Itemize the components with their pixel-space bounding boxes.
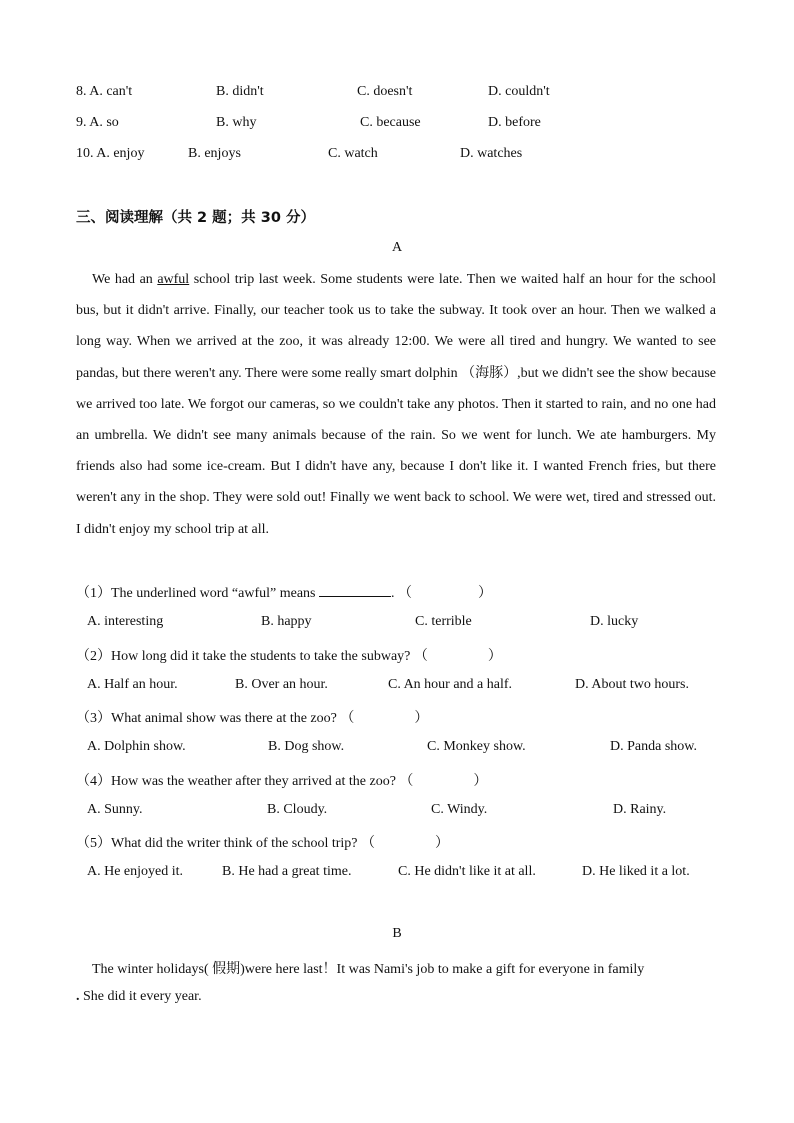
q10-c: C. watch bbox=[328, 146, 378, 161]
question-5: （5）What did the writer think of the school trip? （ ） bbox=[76, 836, 449, 851]
q5-option-c: C. He didn't like it at all. bbox=[398, 864, 536, 879]
question-2: （2）How long did it take the students to take the subway? （ ） bbox=[76, 649, 502, 664]
passage-a-body: We had an awful school trip last week. Some students were late. Then we waited half an hour for the school bus, but it didn't arrive. Finally, our teacher took us to take the subway. It took over an hour. Then we walked a long way. When we arrived at the zoo, it was already 12:00. We were all tired and hungry. We wanted to see pandas, but there weren't any. There were some really smart dolphin （海豚）,but we didn't see the show because we arrived too late. We forgot our cameras, so we couldn't take any photos. Then it started to rain, and no one had an umbrella. We didn't see many animals because of the rain. So we went for lunch. We ate hamburgers. My friends also had some ice-cream. But I didn't have any, because I don't like it. I wanted French fries, but there weren't any in the shop. They were sold out! Finally we went back to school. We were wet, tired and stressed out. I didn't enjoy my school trip at all. bbox=[76, 272, 717, 537]
q8-b: B. didn't bbox=[216, 84, 264, 99]
q9-b: B. why bbox=[216, 115, 257, 130]
q5-option-b: B. He had a great time. bbox=[222, 864, 352, 879]
q2-option-c: C. An hour and a half. bbox=[388, 677, 513, 692]
q4-option-d: D. Rainy. bbox=[613, 802, 667, 817]
q3-option-c: C. Monkey show. bbox=[427, 739, 526, 754]
q3-option-d: D. Panda show. bbox=[610, 739, 697, 754]
q5-option-d: D. He liked it a lot. bbox=[582, 864, 690, 879]
underlined-word: awful bbox=[157, 272, 190, 287]
q1-option-b: B. happy bbox=[261, 614, 312, 629]
q3-option-b: B. Dog show. bbox=[268, 739, 345, 754]
question-4: （4）How was the weather after they arrived at the zoo? （ ） bbox=[76, 774, 488, 789]
q4-option-a: A. Sunny. bbox=[87, 802, 143, 817]
q10-a: 10. A. enjoy bbox=[76, 146, 145, 161]
passage-a-heading: A bbox=[391, 240, 403, 255]
q4-option-c: C. Windy. bbox=[431, 802, 488, 817]
q9-d: D. before bbox=[488, 115, 541, 130]
q10-b: B. enjoys bbox=[188, 146, 241, 161]
q2-option-d: D. About two hours. bbox=[575, 677, 689, 692]
q5-option-a: A. He enjoyed it. bbox=[87, 864, 184, 879]
q4-option-b: B. Cloudy. bbox=[267, 802, 328, 817]
q9-c: C. because bbox=[360, 115, 421, 130]
q2-option-a: A. Half an hour. bbox=[87, 677, 178, 692]
q8-d: D. couldn't bbox=[488, 84, 550, 99]
passage-b-heading: B bbox=[392, 926, 402, 941]
q2-option-b: B. Over an hour. bbox=[235, 677, 328, 692]
q8-c: C. doesn't bbox=[357, 84, 413, 99]
q3-option-a: A. Dolphin show. bbox=[87, 739, 186, 754]
q10-d: D. watches bbox=[460, 146, 523, 161]
answer-blank bbox=[319, 584, 391, 597]
q1-option-c: C. terrible bbox=[415, 614, 472, 629]
q1-option-a: A. interesting bbox=[87, 614, 164, 629]
q9-a: 9. A. so bbox=[76, 115, 119, 130]
passage-b-line-2: . She did it every year. bbox=[76, 989, 202, 1004]
question-1: （1）The underlined word “awful” means . （ ） bbox=[76, 586, 492, 601]
q1-option-d: D. lucky bbox=[590, 614, 639, 629]
passage-b-line-1: The winter holidays( 假期)were here last！It was Nami's job to make a gift for everyone in family bbox=[92, 962, 645, 977]
q8-a: 8. A. can't bbox=[76, 84, 133, 99]
section-title: 三、阅读理解（共 2 题；共 30 分） bbox=[76, 210, 315, 226]
question-3: （3）What animal show was there at the zoo? （ ） bbox=[76, 711, 429, 726]
